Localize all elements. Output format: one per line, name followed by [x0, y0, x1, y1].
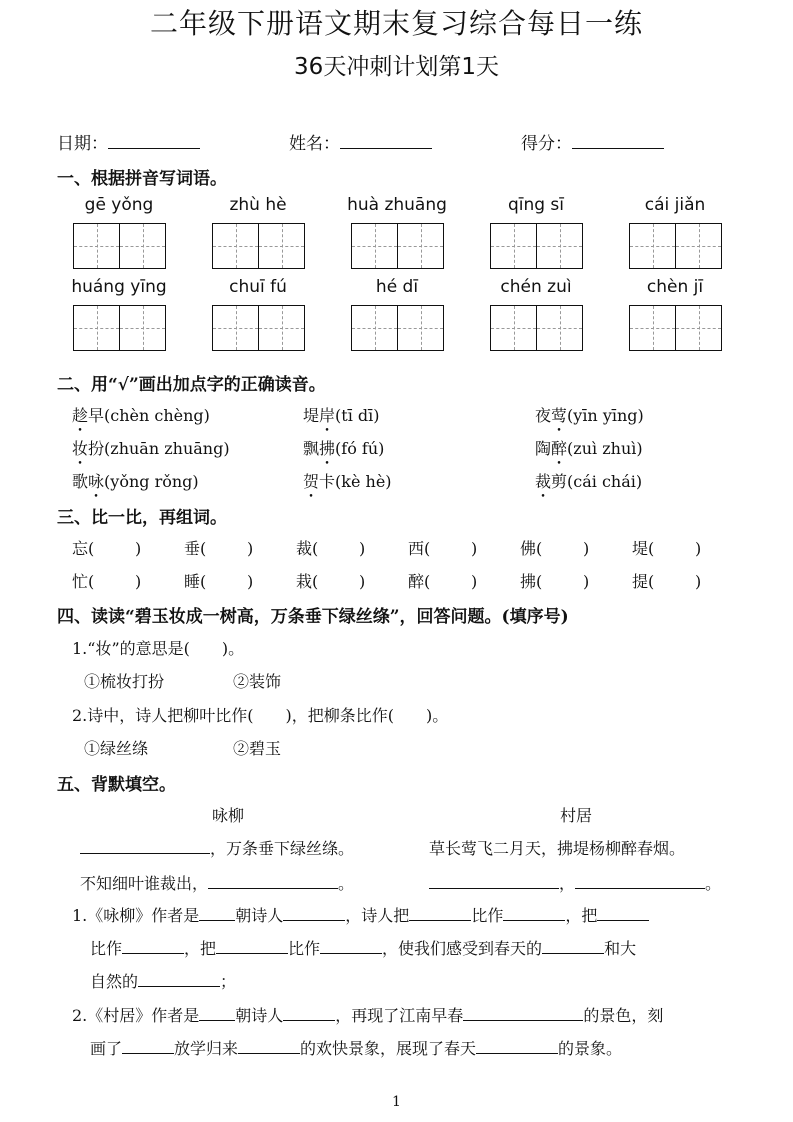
section-1-heading: 一、根据拼音写词语。 — [57, 169, 227, 189]
compare-item[interactable]: 拂( ) — [520, 572, 590, 591]
date-field[interactable] — [57, 129, 200, 154]
character-grid[interactable] — [629, 223, 722, 269]
fill-blank[interactable] — [122, 1039, 174, 1054]
question-line: 画了 放学归来 的欢快景象，展现了春天 的景象。 — [90, 1039, 623, 1058]
fill-blank[interactable] — [216, 939, 288, 954]
fill-blank[interactable] — [138, 972, 220, 987]
compare-item[interactable]: 西( ) — [408, 539, 478, 558]
pinyin-label: huáng yīng — [71, 277, 167, 297]
page-title: 二年级下册语文期末复习综合每日一练 — [149, 7, 643, 40]
compare-item[interactable]: 提( ) — [632, 572, 702, 591]
fill-blank[interactable] — [463, 1006, 583, 1021]
compare-item[interactable]: 栽( ) — [296, 572, 366, 591]
dotted-char: 咏 — [88, 472, 105, 491]
compare-item[interactable]: 堤( ) — [632, 539, 702, 558]
fill-blank[interactable] — [283, 906, 345, 921]
option: ②装饰 — [233, 672, 282, 691]
pinyin-label: gē yǒng — [84, 195, 154, 215]
compare-item[interactable]: 醉( ) — [408, 572, 478, 591]
reading-item[interactable]: 贺卡(kè hè) — [303, 469, 392, 492]
fill-blank[interactable] — [122, 939, 184, 954]
poem-line: 草长莺飞二月天，拂堤杨柳醉春烟。 — [429, 839, 686, 858]
question-1: 1.“妆”的意思是( )。 — [72, 639, 245, 658]
page-subtitle: 36天冲刺计划第1天 — [294, 54, 499, 80]
compare-item[interactable]: 忘( ) — [72, 539, 142, 558]
page-number: 1 — [392, 1094, 401, 1110]
character-grid[interactable] — [351, 223, 444, 269]
question-line: 2.《村居》作者是 朝诗人 ，再现了江南早春 的景色，刻 — [72, 1006, 664, 1025]
fill-blank[interactable] — [199, 1006, 235, 1021]
question-line: 自然的 ； — [90, 972, 237, 991]
fill-blank[interactable] — [429, 874, 559, 889]
pinyin-label: huà zhuāng — [347, 195, 447, 215]
compare-item[interactable]: 睡( ) — [184, 572, 254, 591]
name-label: 姓名： — [289, 134, 340, 154]
character-grid[interactable] — [351, 305, 444, 351]
pinyin-label: qīng sī — [507, 195, 565, 215]
dotted-char: 裁 — [535, 472, 552, 491]
character-grid[interactable] — [490, 305, 583, 351]
dotted-char: 醉 — [551, 439, 568, 458]
reading-item[interactable]: 夜莺(yīn yīng) — [535, 403, 644, 426]
question-line: 比作 ，把 比作 ，使我们感受到春天的 和大 — [90, 939, 637, 958]
poem-line: ， 。 — [429, 871, 721, 894]
dotted-char: 岸 — [319, 406, 336, 425]
dotted-char: 莺 — [551, 406, 568, 425]
dotted-char: 趁 — [72, 406, 89, 425]
fill-blank[interactable] — [320, 939, 382, 954]
option: ②碧玉 — [233, 739, 282, 758]
compare-item[interactable]: 忙( ) — [72, 572, 142, 591]
poem-title: 村居 — [560, 806, 593, 825]
reading-item[interactable]: 陶醉(zuì zhuì) — [535, 436, 643, 459]
date-label: 日期： — [57, 134, 108, 154]
question-2: 2.诗中，诗人把柳叶比作( )，把柳条比作( )。 — [72, 706, 449, 725]
question-line: 1.《咏柳》作者是 朝诗人 ，诗人把 比作 ，把 — [72, 903, 649, 926]
reading-item[interactable]: 堤岸(tī dī) — [303, 403, 380, 426]
poem-title: 咏柳 — [212, 806, 245, 825]
section-4-heading: 四、读读“碧玉妆成一树高，万条垂下绿丝绦”，回答问题。(填序号) — [57, 607, 569, 627]
dotted-char: 贺 — [303, 472, 320, 491]
fill-blank[interactable] — [575, 874, 705, 889]
option: ①梳妆打扮 — [84, 672, 165, 691]
score-field[interactable] — [521, 129, 664, 154]
fill-blank[interactable] — [208, 874, 338, 889]
section-2-heading: 二、用“√”画出加点字的正确读音。 — [57, 375, 326, 395]
compare-item[interactable]: 垂( ) — [184, 539, 254, 558]
reading-item[interactable]: 飘拂(fó fú) — [303, 436, 384, 459]
character-grid[interactable] — [73, 305, 166, 351]
character-grid[interactable] — [490, 223, 583, 269]
fill-blank[interactable] — [80, 839, 210, 854]
reading-item[interactable]: 趁早(chèn chèng) — [72, 403, 210, 426]
reading-item[interactable]: 歌咏(yǒng rǒng) — [72, 469, 199, 492]
poem-line: ，万条垂下绿丝绦。 — [80, 836, 354, 859]
dotted-char: 妆 — [72, 439, 89, 458]
reading-item[interactable]: 妆扮(zhuān zhuāng) — [72, 436, 230, 459]
pinyin-label: cái jiǎn — [644, 195, 706, 215]
compare-item[interactable]: 佛( ) — [520, 539, 590, 558]
character-grid[interactable] — [73, 223, 166, 269]
section-5-heading: 五、背默填空。 — [57, 775, 176, 795]
score-label: 得分： — [521, 134, 572, 154]
pinyin-label: chuī fú — [229, 277, 287, 297]
fill-blank[interactable] — [476, 1039, 558, 1054]
fill-blank[interactable] — [409, 906, 471, 921]
pinyin-label: hé dī — [375, 277, 419, 297]
dotted-char: 拂 — [319, 439, 336, 458]
pinyin-label: chén zuì — [500, 277, 572, 297]
fill-blank[interactable] — [542, 939, 604, 954]
fill-blank[interactable] — [199, 906, 235, 921]
poem-line: 不知细叶谁裁出， 。 — [80, 874, 355, 893]
fill-blank[interactable] — [597, 906, 649, 921]
name-field[interactable] — [289, 129, 432, 154]
fill-blank[interactable] — [238, 1039, 300, 1054]
option: ①绿丝绦 — [84, 739, 149, 758]
compare-item[interactable]: 裁( ) — [296, 539, 366, 558]
pinyin-label: zhù hè — [229, 195, 287, 215]
reading-item[interactable]: 裁剪(cái chái) — [535, 469, 642, 492]
fill-blank[interactable] — [503, 906, 565, 921]
character-grid[interactable] — [212, 223, 305, 269]
fill-blank[interactable] — [283, 1006, 335, 1021]
section-3-heading: 三、比一比，再组词。 — [57, 508, 227, 528]
character-grid[interactable] — [212, 305, 305, 351]
character-grid[interactable] — [629, 305, 722, 351]
pinyin-label: chèn jī — [646, 277, 704, 297]
